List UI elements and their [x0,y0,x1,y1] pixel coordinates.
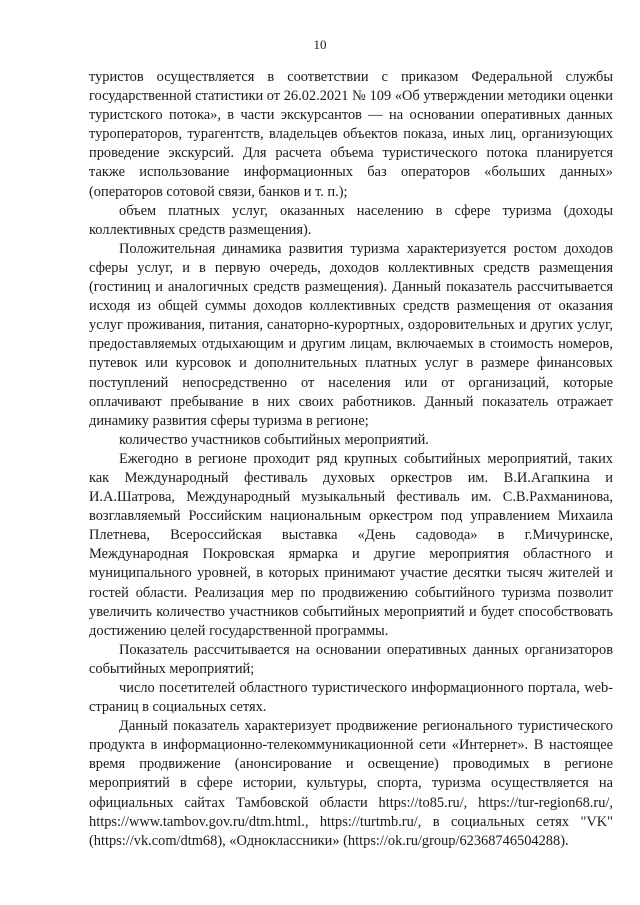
body-text [89,68,613,851]
paragraph: Ежегодно в регионе проходит ряд крупных событийных мероприятий, таких как Международный фестиваль духовых оркестров им. В.И.Агапкина и И.А.Шатрова, Международный музыкальный фестиваль им. С.В.Рахманинова, возглавляемый Российским национальным оркестром под управлением Михаила Плетнева, Всероссийская выставка «День садовода» в г.Мичуринске, Международная Покровская ярмарка и другие мероприятия областного и муниципального уровней, в которых принимают участие десятки тысяч жителей и гостей области. Реализация мер по продвижению событийного туризма позволит увеличить количество участников событийных мероприятий и будет способствовать достижению целей государственной программы. [89,450,613,639]
paragraph: туристов осуществляется в соответствии с приказом Федеральной службы государственной статистики от 26.02.2021 № 109 «Об утверждении методики оценки туристского потока», в части экскурсантов — на основании оперативных данных туроператоров, турагентств, владельцев объектов показа, иных лиц, организующих проведение экскурсий. Для расчета объема туристического потока планируется также использование информационных баз операторов «больших данных» (операторов сотовой связи, банков и т. п.); [89,69,613,200]
paragraph: число посетителей областного туристического информационного портала, web-страниц в социальных сетях. [89,680,613,716]
page-number: 10 [313,37,327,52]
paragraph: Положительная динамика развития туризма характеризуется ростом доходов сферы услуг, и в первую очередь, доходов коллективных средств размещения (гостиниц и аналогичных средств размещения). Данный показатель рассчитывается исходя из общей суммы доходов коллективных средств размещения от оказания услуг проживания, питания, санаторно-курортных, оздоровительных и других услуг, предоставляемых отдыхающим и другим лицам, включаемых в стоимость номеров, путевок или курсовок и дополнительных платных услуг в размере финансовых поступлений непосредственно от населения или от организаций, которые оплачивают пребывание в них своих работников. Данный показатель отражает динамику развития сферы туризма в регионе; [89,240,613,429]
paragraph: Данный показатель характеризует продвижение регионального туристического продукта в информационно-телекоммуникационной сети «Интернет». В настоящее время продвижение (анонсирование и освещение) проводимых в регионе мероприятий в сфере истории, культуры, спорта, туризма осуществляется на официальных сайтах Тамбовской области https://to85.ru/, https://tur-region68.ru/, https://www.tambov.gov.ru/dtm.html., https://turtmb.ru/, в социальных сетях "VK" (https://vk.com/dtm68), «Одноклассники» (https://ok.ru/group/62368746504288). [89,718,613,849]
paragraph: объем платных услуг, оказанных населению в сфере туризма (доходы коллективных средств размещения). [89,202,613,238]
paragraph: Показатель рассчитывается на основании оперативных данных организаторов событийных мероприятий; [89,641,613,677]
paragraph: количество участников событийных мероприятий. [119,431,429,448]
